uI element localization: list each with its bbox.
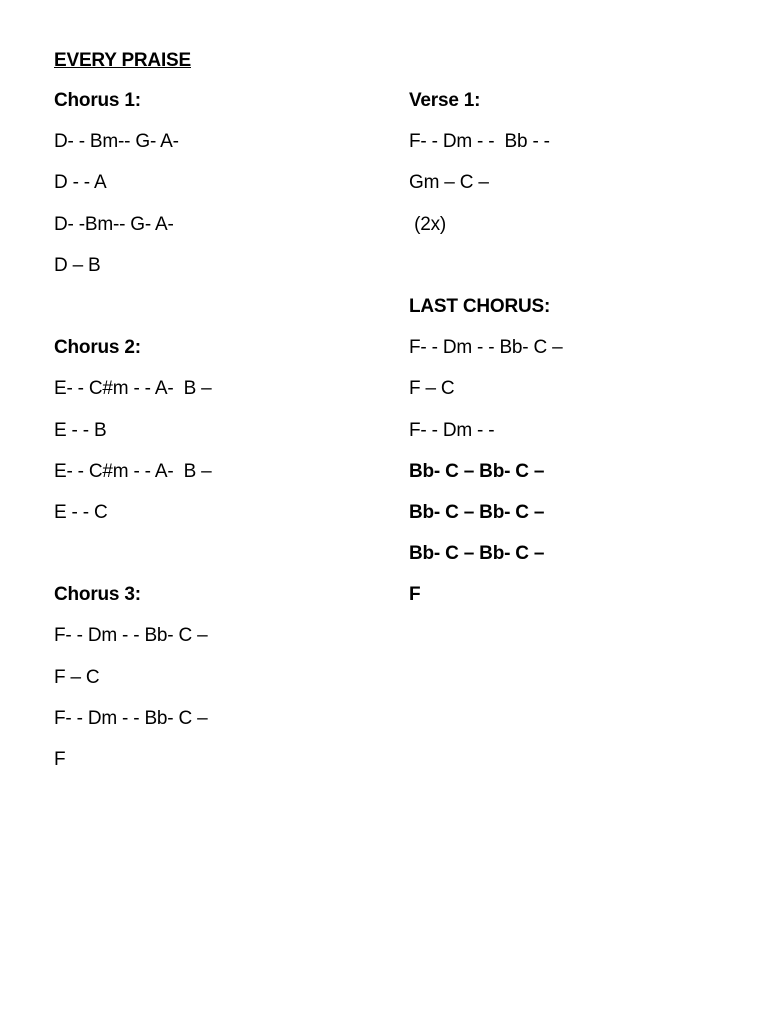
chord-line: F- - Dm - -	[409, 419, 495, 441]
chord-line: F- - Dm - - Bb - -	[409, 131, 550, 153]
chord-line: Gm – C –	[409, 172, 489, 194]
chord-line: E - - C	[54, 501, 108, 523]
chord-line: D - - A	[54, 172, 107, 194]
right-column	[409, 89, 562, 624]
section-heading: Chorus 2:	[54, 337, 141, 359]
chord-line: D – B	[54, 254, 101, 276]
section-heading: LAST CHORUS:	[409, 295, 551, 317]
blank-line	[409, 254, 562, 295]
chord-line: E - - B	[54, 419, 107, 441]
chord-line: Bb- C – Bb- C –	[409, 543, 545, 565]
chord-line: F- - Dm - - Bb- C –	[409, 337, 563, 359]
chord-line: F- - Dm - - Bb- C –	[54, 625, 208, 647]
blank-line	[54, 295, 212, 336]
section-heading: Verse 1:	[409, 90, 481, 111]
chord-line: D- - Bm-- G- A-	[54, 131, 179, 153]
blank-line	[54, 542, 212, 583]
chord-line: D- -Bm-- G- A-	[54, 213, 174, 235]
chord-line: F- - Dm - - Bb- C –	[54, 707, 208, 729]
document-title: EVERY PRAISE	[54, 50, 191, 71]
chord-line: E- - C#m - - A- B –	[54, 460, 212, 482]
chord-line: F	[409, 584, 421, 606]
section-heading: Chorus 3:	[54, 584, 141, 606]
chord-line: Bb- C – Bb- C –	[409, 501, 545, 523]
left-column	[54, 89, 212, 789]
chord-line: F – C	[54, 666, 100, 688]
chord-line: E- - C#m - - A- B –	[54, 378, 212, 400]
chord-line: (2x)	[409, 213, 447, 235]
chord-line: F – C	[409, 378, 455, 400]
chord-line: Bb- C – Bb- C –	[409, 460, 545, 482]
chord-line: F	[54, 749, 66, 770]
section-heading: Chorus 1:	[54, 90, 141, 111]
